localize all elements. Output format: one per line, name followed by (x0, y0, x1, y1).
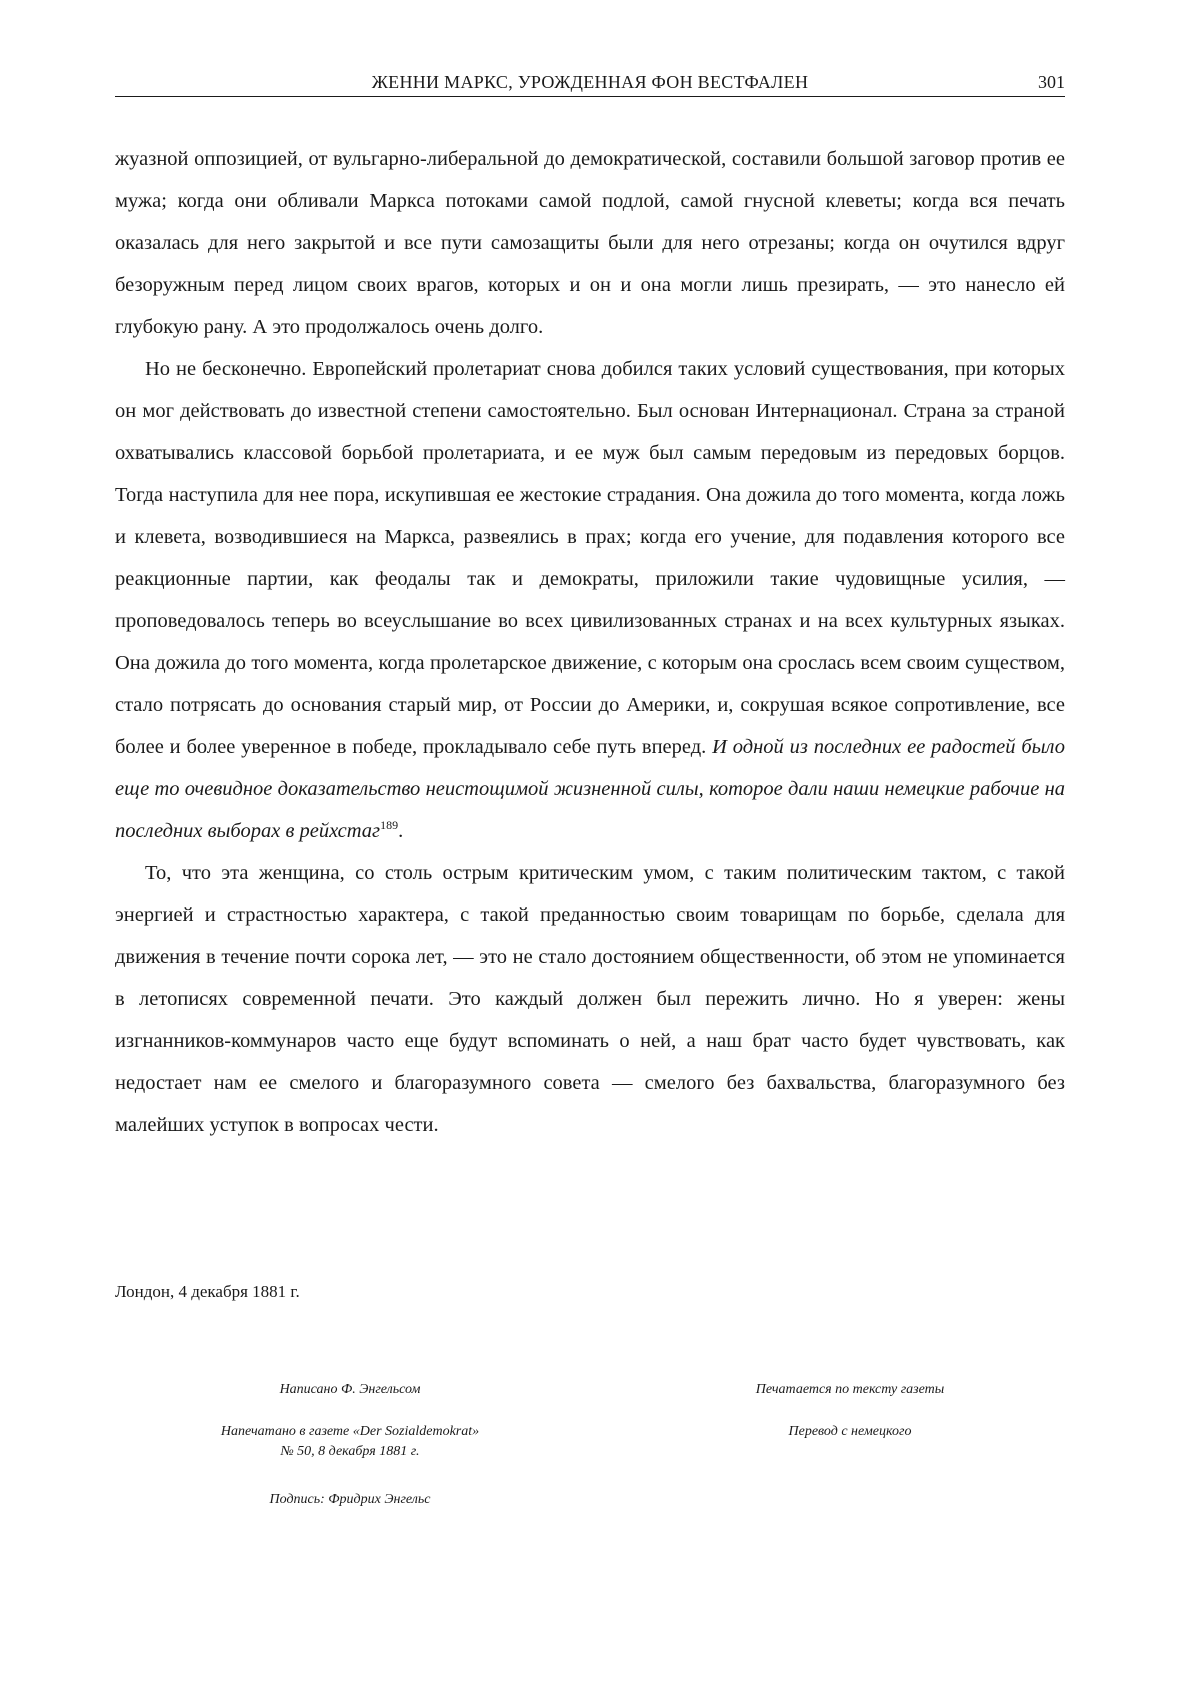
note-translation: Перевод с немецкого (788, 1424, 912, 1439)
footnote-marker: 189 (380, 818, 399, 833)
note-source: Печатается по тексту газеты (755, 1382, 945, 1397)
note-signature: Подпись: Фридрих Энгельс (269, 1492, 431, 1507)
dateline: Лондон, 4 декабря 1881 г. (115, 1282, 300, 1301)
paragraph-2-text: Но не бесконечно. Европейский пролетариат снова добился таких условий существования, при которых он мог действовать до известной степени самостоятельно. Был основан Интернационал. Страна за страной охватывались классовой борьбой пролетариата, и ее муж был самым передовым из передовых борцов. Тогда наступила для нее пора, искупившая ее жестокие страдания. Она дожила до того момента, когда ложь и клевета, возводившиеся на Маркса, развеялись в прах; когда его учение, для подавления которого все реакционные партии, как феодалы так и демократы, приложили такие чудовищные усилия, — проповедовалось теперь во всеуслышание во всех цивилизованных странах и на всех культурных языках. Она дожила до того момента, когда пролетарское движение, с которым она срослась всем своим существом, стало потрясать до основания старый мир, от России до Америки, и, сокрушая всякое сопротивление, все более и более уверенное в победе, прокладывало себе путь вперед. (115, 358, 1065, 758)
header-title: ЖЕННИ МАРКС, УРОЖДЕННАЯ ФОН ВЕСТФАЛЕН (371, 72, 809, 92)
note-printed-line-1: Напечатано в газете «Der Sozialdemokrat» (220, 1424, 480, 1439)
page-number: 301 (1038, 72, 1065, 92)
paragraph-1: жуазной оппозицией, от вульгарно-либеральной до демократической, составили большой заговор против ее мужа; когда они обливали Маркса потоками самой подлой, самой гнусной клеветы; когда вся печать оказалась для него закрытой и все пути самозащиты были для него отрезаны; когда он очутился вдруг безоружным перед лицом своих врагов, которых и он и она могли лишь презирать, — это нанесло ей глубокую рану. А это продолжалось очень долго. (115, 148, 1065, 338)
paragraph-2-italic: И одной из последних ее радостей было еще то очевидное доказательство неистощимой жизненной силы, которое дали наши немецкие рабочие на последних выборах в рейхстаг (115, 736, 1065, 842)
publication-notes-right (640, 1380, 1060, 1442)
paragraph-2-end: . (398, 820, 404, 842)
publication-notes-left (140, 1380, 560, 1510)
paragraph-2 (115, 348, 1065, 852)
running-header (115, 70, 1065, 97)
body-text (115, 138, 1065, 1146)
note-printed-line-2: № 50, 8 декабря 1881 г. (280, 1444, 420, 1459)
note-written-by: Написано Ф. Энгельсом (279, 1382, 421, 1397)
paragraph-3: То, что эта женщина, со столь острым критическим умом, с таким политическим тактом, с такой энергией и страстностью характера, с такой преданностью своим товарищам по борьбе, сделала для движения в течение почти сорока лет, — это не стало достоянием общественности, об этом не упоминается в летописях современной печати. Это каждый должен был пережить лично. Но я уверен: жены изгнанников-коммунаров часто еще будут вспоминать о ней, а наш брат часто будет чувствовать, как недостает нам ее смелого и благоразумного совета — смелого без бахвальства, благоразумного без малейших уступок в вопросах чести. (115, 862, 1065, 1136)
